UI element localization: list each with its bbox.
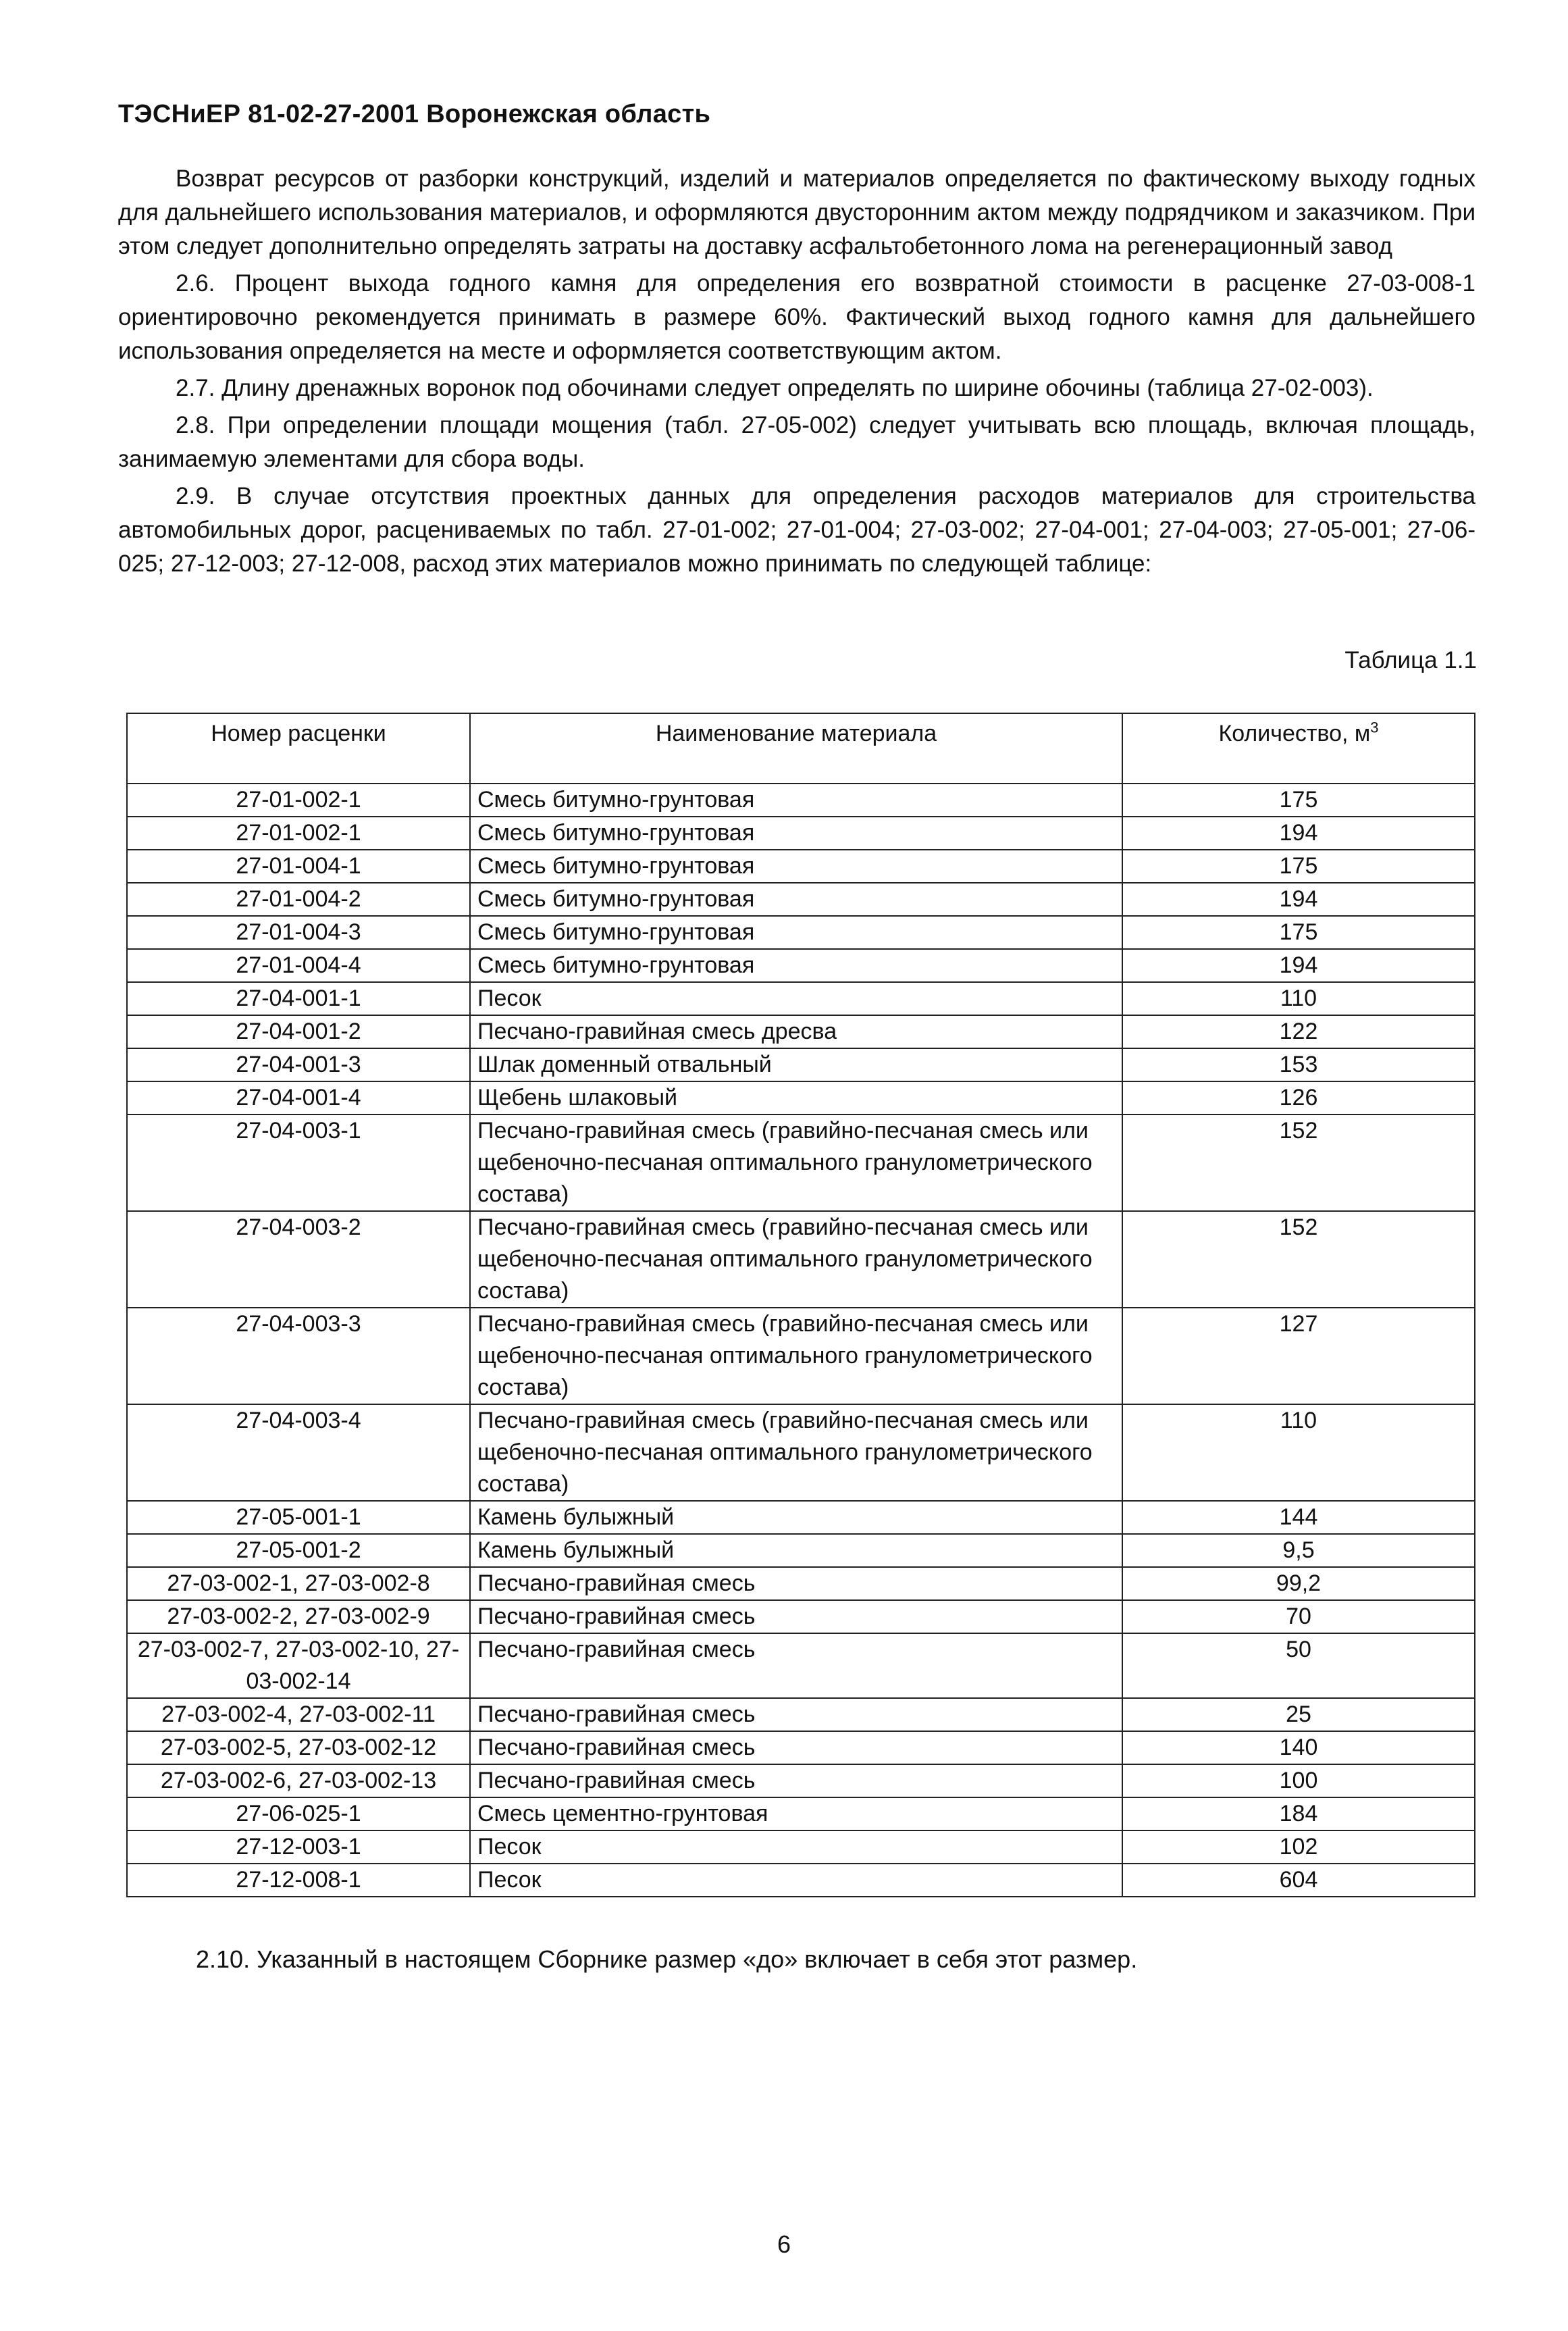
cell-qty: 153: [1122, 1048, 1475, 1081]
table-row: [127, 883, 1475, 916]
header-name: Наименование материала: [470, 713, 1122, 784]
cell-name: Смесь битумно-грунтовая: [470, 850, 1122, 883]
cell-name: Смесь битумно-грунтовая: [470, 883, 1122, 916]
cell-name: Песчано-гравийная смесь: [470, 1731, 1122, 1764]
cell-code: 27-01-002-1: [127, 784, 470, 817]
cell-code: 27-04-003-2: [127, 1211, 470, 1308]
table-row: [127, 1534, 1475, 1567]
cell-code: 27-01-004-4: [127, 949, 470, 982]
table-header-row: [127, 713, 1475, 784]
table-row: [127, 1764, 1475, 1797]
cell-code: 27-05-001-1: [127, 1501, 470, 1534]
cell-code: 27-04-003-1: [127, 1115, 470, 1211]
cell-name: Песок: [470, 982, 1122, 1015]
cell-code: 27-03-002-5, 27-03-002-12: [127, 1731, 470, 1764]
cell-code: 27-03-002-7, 27-03-002-10, 27-03-002-14: [127, 1633, 470, 1698]
cell-name: Смесь битумно-грунтовая: [470, 784, 1122, 817]
cell-name: Песчано-гравийная смесь: [470, 1567, 1122, 1600]
cell-name: Песчано-гравийная смесь (гравийно-песчаная смесь или щебеночно-песчаная оптимального гранулометрического состава): [470, 1211, 1122, 1308]
header-code: Номер расценки: [127, 713, 470, 784]
cell-name: Песчано-гравийная смесь (гравийно-песчаная смесь или щебеночно-песчаная оптимального гранулометрического состава): [470, 1308, 1122, 1404]
cell-name: Смесь битумно-грунтовая: [470, 949, 1122, 982]
cell-code: 27-03-002-2, 27-03-002-9: [127, 1600, 470, 1633]
cell-qty: 100: [1122, 1764, 1475, 1797]
cell-qty: 184: [1122, 1797, 1475, 1830]
paragraph-2-7: 2.7. Длину дренажных воронок под обочинами следует определять по ширине обочины (таблица 27-02-003).: [176, 375, 1374, 401]
table-row: [127, 1404, 1475, 1501]
page-number: 6: [777, 2230, 791, 2258]
cell-code: 27-03-002-6, 27-03-002-13: [127, 1764, 470, 1797]
cell-code: 27-04-001-1: [127, 982, 470, 1015]
cell-code: 27-06-025-1: [127, 1797, 470, 1830]
cell-code: 27-04-003-3: [127, 1308, 470, 1404]
table-row: [127, 1308, 1475, 1404]
document-header: ТЭСНиЕР 81-02-27-2001 Воронежская область: [118, 100, 711, 128]
cell-qty: 127: [1122, 1308, 1475, 1404]
cell-name: Песчано-гравийная смесь: [470, 1600, 1122, 1633]
cell-name: Смесь битумно-грунтовая: [470, 916, 1122, 949]
table-row: [127, 949, 1475, 982]
cell-name: Песчано-гравийная смесь: [470, 1698, 1122, 1731]
table-row: [127, 850, 1475, 883]
cell-qty: 25: [1122, 1698, 1475, 1731]
cell-code: 27-03-002-4, 27-03-002-11: [127, 1698, 470, 1731]
table-row: [127, 1731, 1475, 1764]
header-qty-label: Количество, м: [1218, 721, 1371, 746]
header-qty: [1122, 713, 1475, 784]
table-caption: Таблица 1.1: [1344, 647, 1477, 673]
table-row: [127, 982, 1475, 1015]
cell-code: 27-01-004-2: [127, 883, 470, 916]
cell-qty: 175: [1122, 850, 1475, 883]
cell-name: Песчано-гравийная смесь: [470, 1633, 1122, 1698]
cell-name: Песчано-гравийная смесь (гравийно-песчаная смесь или щебеночно-песчаная оптимального гранулометрического состава): [470, 1404, 1122, 1501]
table-row: [127, 1501, 1475, 1534]
cell-qty: 194: [1122, 883, 1475, 916]
cell-qty: 194: [1122, 949, 1475, 982]
cell-qty: 194: [1122, 817, 1475, 850]
cell-qty: 50: [1122, 1633, 1475, 1698]
cell-name: Песчано-гравийная смесь: [470, 1764, 1122, 1797]
cell-qty: 152: [1122, 1211, 1475, 1308]
cell-qty: 9,5: [1122, 1534, 1475, 1567]
table-row: [127, 1567, 1475, 1600]
cell-name: Шлак доменный отвальный: [470, 1048, 1122, 1081]
table-row: [127, 817, 1475, 850]
cell-name: Камень булыжный: [470, 1534, 1122, 1567]
cell-qty: 175: [1122, 916, 1475, 949]
cell-name: Смесь битумно-грунтовая: [470, 817, 1122, 850]
cell-name: Смесь цементно-грунтовая: [470, 1797, 1122, 1830]
paragraph-2-8: 2.8. При определении площади мощения (табл. 27-05-002) следует учитывать всю площадь, включая площадь, занимаемую элементами для сбора воды.: [118, 412, 1475, 472]
cell-name: Камень булыжный: [470, 1501, 1122, 1534]
cell-name: Песчано-гравийная смесь (гравийно-песчаная смесь или щебеночно-песчаная оптимального гранулометрического состава): [470, 1115, 1122, 1211]
cell-qty: 140: [1122, 1731, 1475, 1764]
cell-qty: 144: [1122, 1501, 1475, 1534]
cell-code: 27-01-002-1: [127, 817, 470, 850]
table-row: [127, 1864, 1475, 1897]
cell-code: 27-04-001-3: [127, 1048, 470, 1081]
cell-code: 27-12-008-1: [127, 1864, 470, 1897]
cell-qty: 70: [1122, 1600, 1475, 1633]
materials-table: [126, 713, 1475, 1897]
cell-qty: 102: [1122, 1830, 1475, 1864]
paragraph-2-9: 2.9. В случае отсутствия проектных данных для определения расходов материалов для строительства автомобильных дорог, расцениваемых по табл. 27-01-002; 27-01-004; 27-03-002; 27-04-001; 27-04-003; 27-05-001; 27-06-025; 27-12-003; 27-12-008, расход этих материалов можно принимать по следующей таблице:: [118, 483, 1475, 577]
table-row: [127, 1015, 1475, 1048]
cell-qty: 604: [1122, 1864, 1475, 1897]
cell-name: Песок: [470, 1864, 1122, 1897]
cell-code: 27-04-001-4: [127, 1081, 470, 1115]
cell-qty: 99,2: [1122, 1567, 1475, 1600]
table-row: [127, 1048, 1475, 1081]
table-row: [127, 1600, 1475, 1633]
cell-code: 27-03-002-1, 27-03-002-8: [127, 1567, 470, 1600]
cell-qty: 110: [1122, 1404, 1475, 1501]
cell-qty: 126: [1122, 1081, 1475, 1115]
cell-code: 27-04-001-2: [127, 1015, 470, 1048]
table-row: [127, 1797, 1475, 1830]
footnote-2-10: 2.10. Указанный в настоящем Сборнике размер «до» включает в себя этот размер.: [196, 1945, 1138, 1973]
cell-name: Щебень шлаковый: [470, 1081, 1122, 1115]
paragraph-2-6: 2.6. Процент выхода годного камня для определения его возвратной стоимости в расценке 27-03-008-1 ориентировочно рекомендуется принимать в размере 60%. Фактический выход годного камня для дальнейшего использования определяется на месте и оформляется соответствующим актом.: [118, 270, 1475, 364]
cell-qty: 152: [1122, 1115, 1475, 1211]
cell-qty: 122: [1122, 1015, 1475, 1048]
cell-qty: 110: [1122, 982, 1475, 1015]
table-row: [127, 1698, 1475, 1731]
cell-code: 27-12-003-1: [127, 1830, 470, 1864]
cell-code: 27-01-004-3: [127, 916, 470, 949]
header-qty-superscript: 3: [1370, 719, 1379, 736]
table-row: [127, 1115, 1475, 1211]
cell-qty: 175: [1122, 784, 1475, 817]
table-row: [127, 1830, 1475, 1864]
table-row: [127, 1081, 1475, 1115]
body-text: [118, 162, 1475, 581]
cell-code: 27-04-003-4: [127, 1404, 470, 1501]
cell-name: Песчано-гравийная смесь дресва: [470, 1015, 1122, 1048]
table-row: [127, 916, 1475, 949]
cell-code: 27-05-001-2: [127, 1534, 470, 1567]
cell-code: 27-01-004-1: [127, 850, 470, 883]
table-row: [127, 1211, 1475, 1308]
paragraph-returns: Возврат ресурсов от разборки конструкций, изделий и материалов определяется по фактическому выходу годных для дальнейшего использования материалов, и оформляются двусторонним актом между подрядчиком и заказчиком. При этом следует дополнительно определять затраты на доставку асфальтобетонного лома на регенерационный завод: [118, 165, 1475, 259]
table-body: [127, 784, 1475, 1897]
table-row: [127, 784, 1475, 817]
table-row: [127, 1633, 1475, 1698]
cell-name: Песок: [470, 1830, 1122, 1864]
